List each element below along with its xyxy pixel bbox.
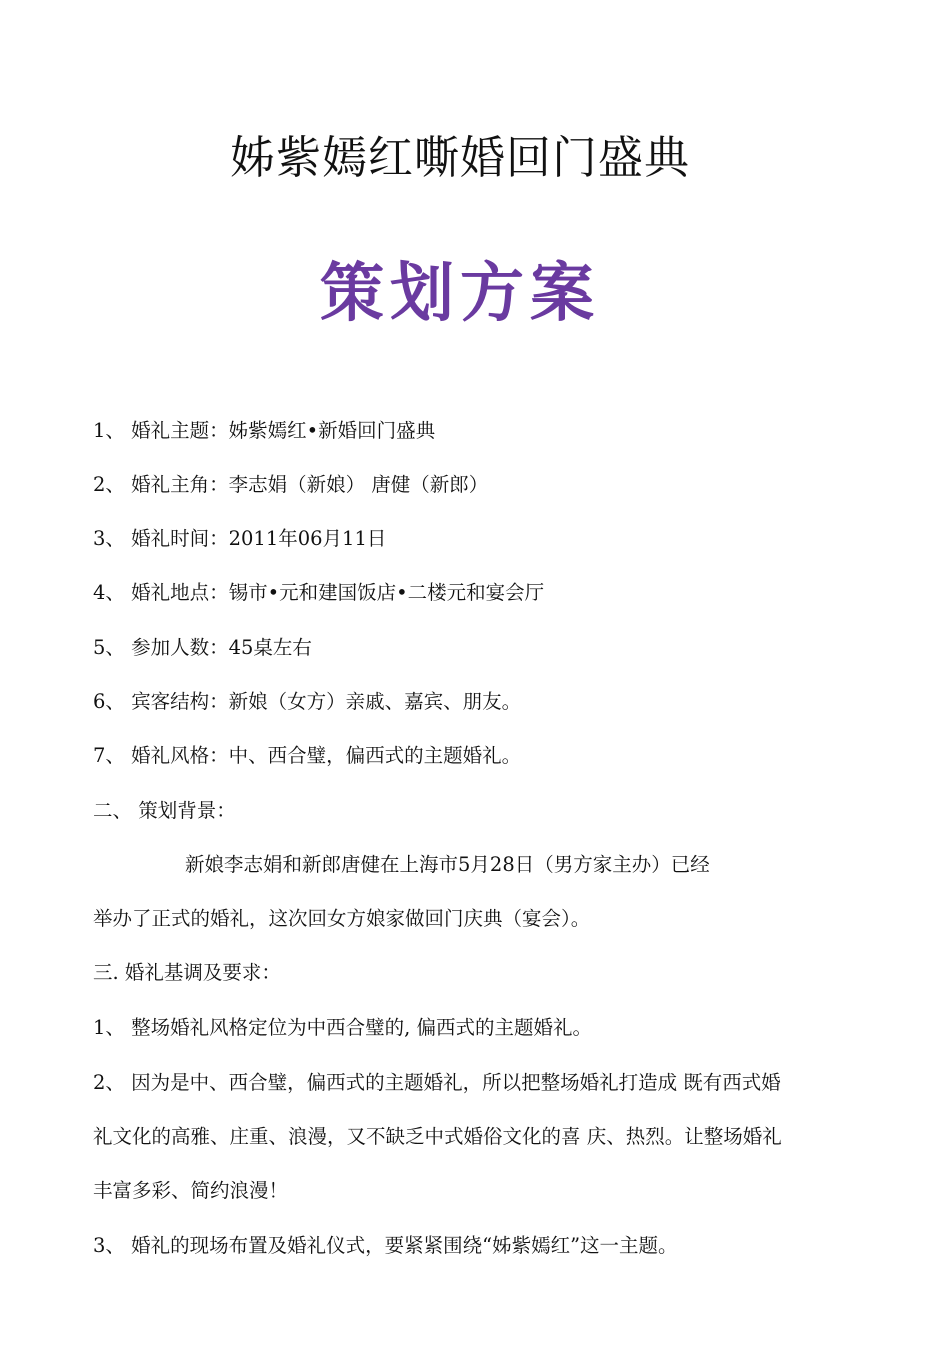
paragraph-line: 新娘李志娟和新郎唐健在上海市5月28日（男方家主办）已经 bbox=[185, 853, 710, 876]
text-line: 1、 整场婚礼风格定位为中西合璧的, 偏西式的主题婚礼。 bbox=[93, 1016, 593, 1039]
page-subtitle: 策划方案 bbox=[320, 257, 600, 331]
paragraph-line: 礼文化的高雅、庄重、浪漫，又不缺乏中式婚俗文化的喜 庆、热烈。让整场婚礼 bbox=[93, 1125, 782, 1148]
subtitle-clip bbox=[0, 250, 920, 331]
section-heading: 二、 策划背景： bbox=[93, 799, 236, 822]
text-line: 6、 宾客结构：新娘（女方）亲戚、嘉宾、朋友。 bbox=[93, 690, 522, 713]
paragraph-line: 举办了正式的婚礼，这次回女方娘家做回门庆典（宴会）。 bbox=[93, 907, 591, 930]
text-line: 4、 婚礼地点：锡市•元和建国饭店•二楼元和宴会厅 bbox=[93, 581, 545, 604]
paragraph-line: 丰富多彩、简约浪漫！ bbox=[93, 1179, 289, 1202]
text-line: 5、 参加人数：45桌左右 bbox=[93, 636, 312, 659]
text-line: 7、 婚礼风格：中、西合璧，偏西式的主题婚礼。 bbox=[93, 744, 522, 767]
text-line: 3、 婚礼时间：2011年06月11日 bbox=[93, 527, 387, 550]
section-heading: 三. 婚礼基调及要求： bbox=[93, 961, 281, 984]
text-line: 3、 婚礼的现场布置及婚礼仪式，要紧紧围绕“姊紫嫣红”这一主题。 bbox=[93, 1234, 678, 1257]
text-line: 1、 婚礼主题：姊紫嫣红•新婚回门盛典 bbox=[93, 419, 436, 442]
paragraph-line: 2、 因为是中、西合璧，偏西式的主题婚礼，所以把整场婚礼打造成 既有西式婚 bbox=[93, 1071, 781, 1094]
text-line: 2、 婚礼主角：李志娟（新娘） 唐健（新郎） bbox=[93, 473, 489, 496]
page-title: 姊紫嫣红嘶婚回门盛典 bbox=[229, 131, 690, 184]
